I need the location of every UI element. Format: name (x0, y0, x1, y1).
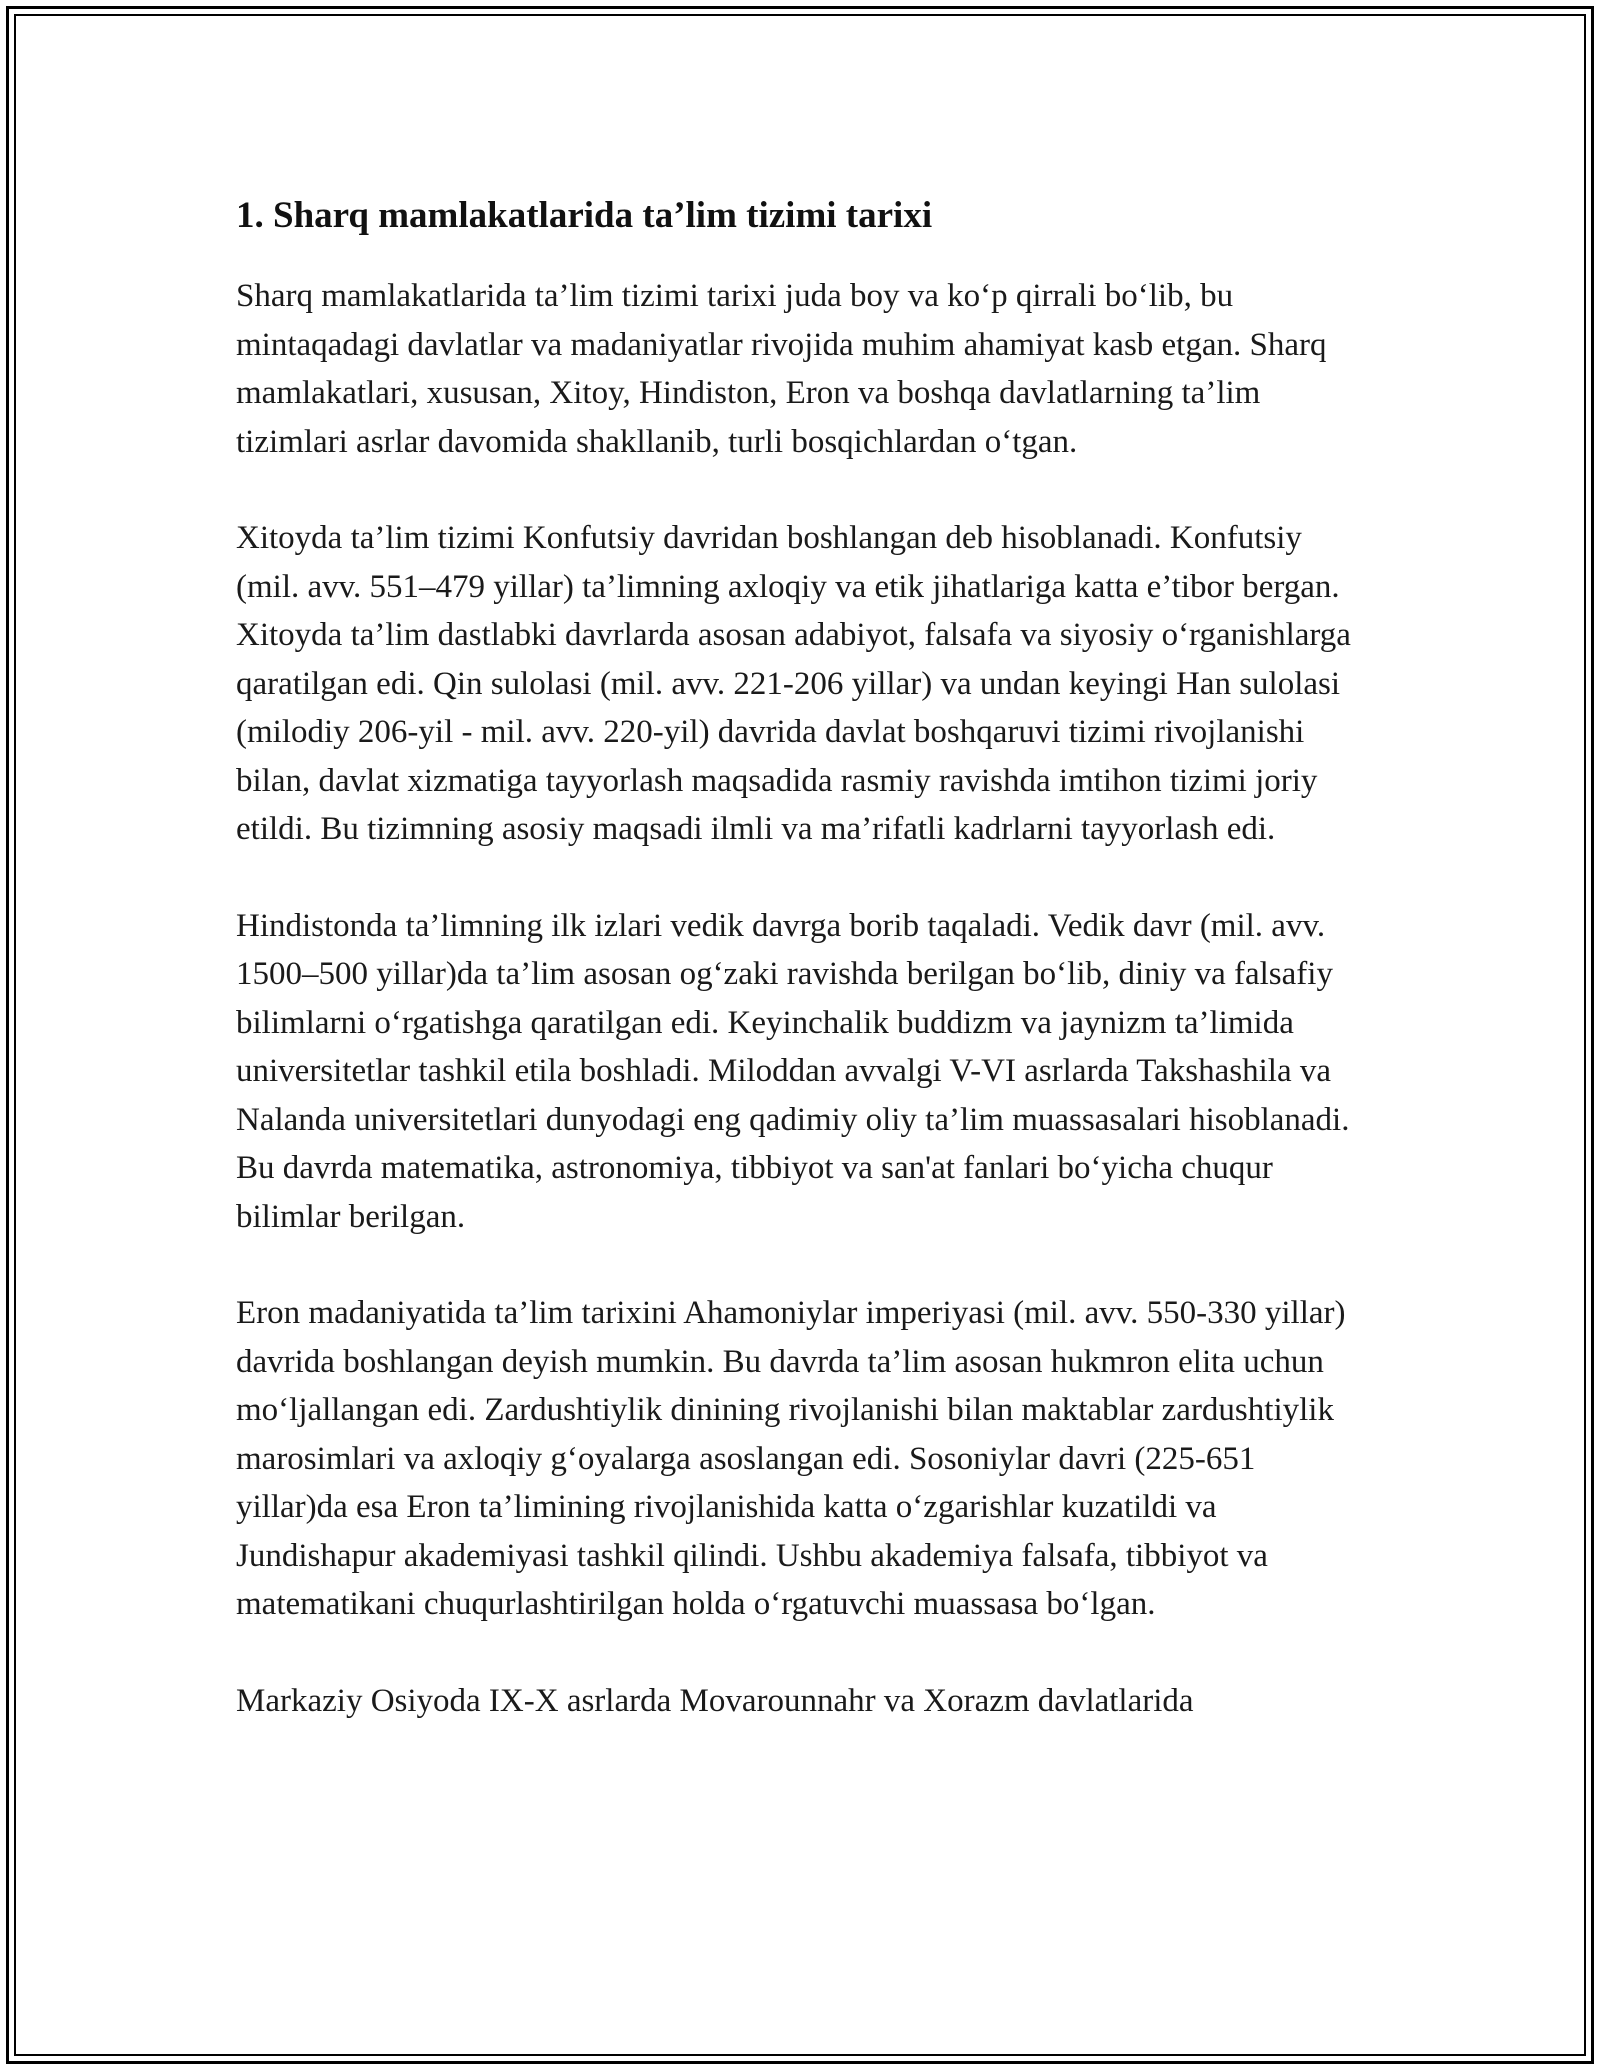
paragraph-china: Xitoyda ta’lim tizimi Konfutsiy davridan boshlangan deb hisoblanadi. Konfutsiy (mil. avv. 551–479 yillar) ta’limning axloqiy va etik jihatlariga katta e’tibor bergan. Xitoyda ta’lim dastlabki davrlarda asosan adabiyot, falsafa va siyosiy o‘rganishlarga qaratilgan edi. Qin sulolasi (mil. avv. 221-206 yillar) va undan keyingi Han sulolasi (milodiy 206-yil - mil. avv. 220-yil) davrida davlat boshqaruvi tizimi rivojlanishi bilan, davlat xizmatiga tayyorlash maqsadida rasmiy ravishda imtihon tizimi joriy etildi. Bu tizimning asosiy maqsadi ilmli va ma’rifatli kadrlarni tayyorlash edi. (236, 520, 1351, 847)
paragraph-india: Hindistonda ta’limning ilk izlari vedik davrga borib taqaladi. Vedik davr (mil. avv. 1500–500 yillar)da ta’lim asosan og‘zaki ravishda berilgan bo‘lib, diniy va falsafiy bilimlarni o‘rgatishga qaratilgan edi. Keyinchalik buddizm va jaynizm ta’limida universitetlar tashkil etila boshladi. Miloddan avvalgi V-VI asrlarda Takshashila va Nalanda universitetlari dunyodagi eng qadimiy oliy ta’lim muassasalari hisoblanadi. Bu davrda matematika, astronomiya, tibbiyot va san'at fanlari bo‘yicha chuqur bilimlar berilgan. (236, 907, 1350, 1235)
document-body (236, 184, 1376, 1773)
paragraph-central-asia: Markaziy Osiyoda IX-X asrlarda Movarounnahr va Xorazm davlatlarida (236, 1682, 1194, 1719)
paragraph-iran: Eron madaniyatida ta’lim tarixini Ahamoniylar imperiyasi (mil. avv. 550-330 yillar) davrida boshlangan deyish mumkin. Bu davrda ta’lim asosan hukmron elita uchun mo‘ljallangan edi. Zardushtiylik dinining rivojlanishi bilan maktablar zardushtiylik marosimlari va axloqiy g‘oyalarga asoslangan edi. Sosoniylar davri (225-651 yillar)da esa Eron ta’limining rivojlanishida katta o‘zgarishlar kuzatildi va Jundishapur akademiyasi tashkil qilindi. Ushbu akademiya falsafa, tibbiyot va matematikani chuqurlashtirilgan holda o‘rgatuvchi muassasa bo‘lgan. (236, 1295, 1346, 1622)
paragraph-intro: Sharq mamlakatlarida ta’lim tizimi tarixi juda boy va ko‘p qirrali bo‘lib, bu mintaqadagi davlatlar va madaniyatlar rivojida muhim ahamiyat kasb etgan. Sharq mamlakatlari, xususan, Xitoy, Hindiston, Eron va boshqa davlatlarning ta’lim tizimlari asrlar davomida shakllanib, turli bosqichlardan o‘tgan. (236, 278, 1327, 460)
section-heading: 1. Sharq mamlakatlarida ta’lim tizimi tarixi (236, 195, 933, 236)
